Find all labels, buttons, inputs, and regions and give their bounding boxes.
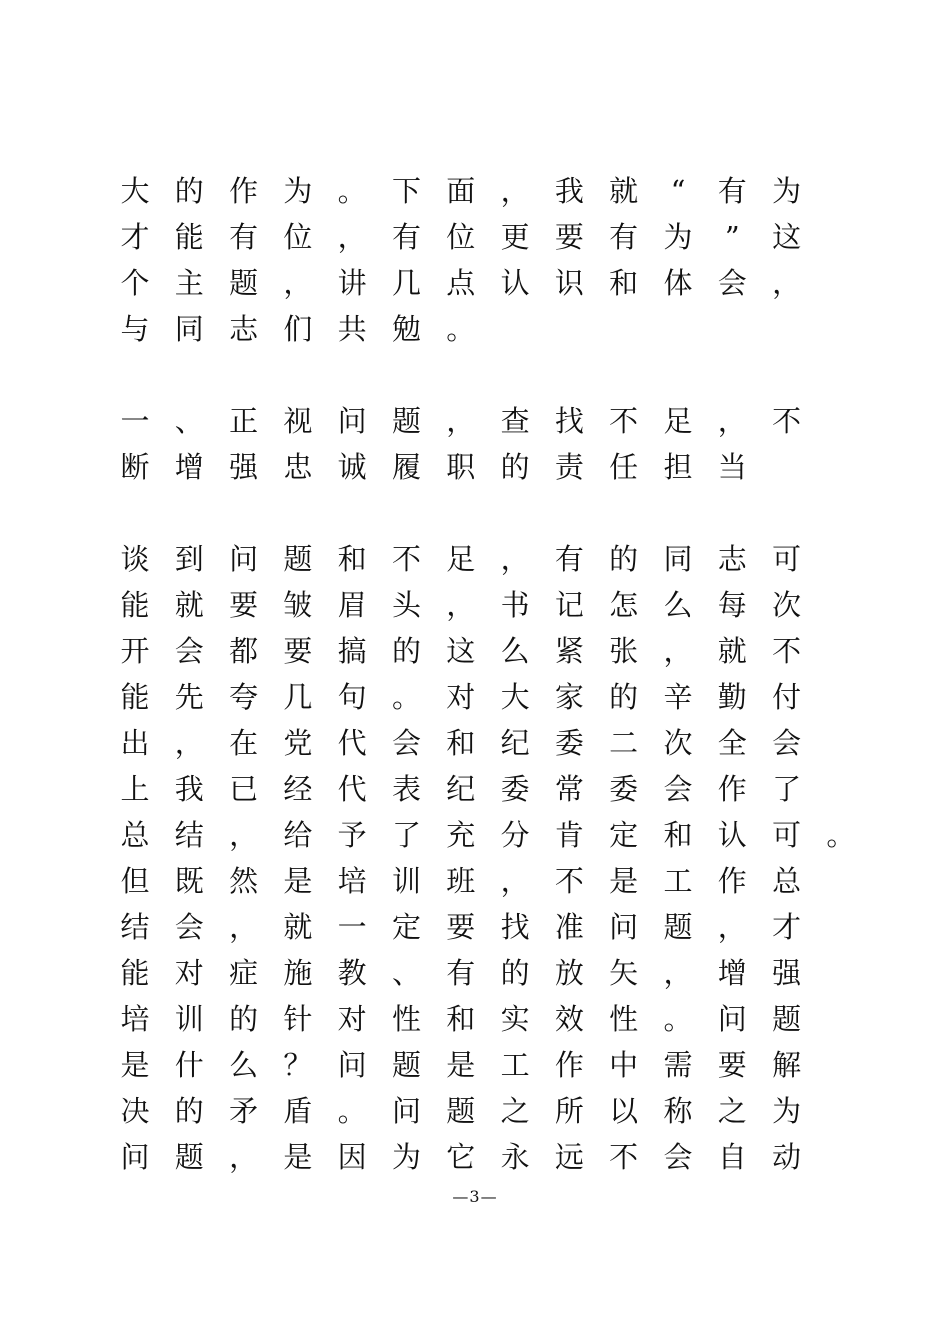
text-glyph: 断 bbox=[120, 450, 150, 484]
text-glyph: 和 bbox=[446, 726, 476, 760]
text-glyph: 性 bbox=[609, 1002, 639, 1036]
text-glyph: 不 bbox=[391, 542, 421, 576]
text-glyph: 作 bbox=[717, 772, 747, 806]
text-glyph: 讲 bbox=[337, 266, 367, 300]
text-glyph: 有 bbox=[229, 220, 259, 254]
text-glyph: 足 bbox=[663, 404, 693, 438]
text-glyph: 就 bbox=[609, 174, 639, 208]
text-glyph: 会 bbox=[717, 266, 747, 300]
text-glyph: 作 bbox=[554, 1048, 584, 1082]
text-glyph: 增 bbox=[717, 956, 747, 990]
text-glyph: ， bbox=[500, 864, 530, 898]
text-glyph: 要 bbox=[229, 588, 259, 622]
text-glyph: 位 bbox=[283, 220, 313, 254]
text-glyph: 症 bbox=[229, 956, 259, 990]
text-glyph: 足 bbox=[446, 542, 476, 576]
text-glyph: 全 bbox=[717, 726, 747, 760]
text-glyph: 总 bbox=[772, 864, 802, 898]
text-line bbox=[108, 904, 948, 950]
text-glyph: 委 bbox=[554, 726, 584, 760]
text-glyph: 会 bbox=[174, 634, 204, 668]
text-glyph: 动 bbox=[772, 1140, 802, 1174]
text-glyph: ， bbox=[663, 956, 693, 990]
text-glyph: 不 bbox=[772, 404, 802, 438]
text-glyph: 开 bbox=[120, 634, 150, 668]
text-glyph: 对 bbox=[174, 956, 204, 990]
text-glyph: 、 bbox=[391, 956, 421, 990]
text-glyph: 。 bbox=[337, 174, 367, 208]
text-glyph: 充 bbox=[446, 818, 476, 852]
text-glyph: 体 bbox=[663, 266, 693, 300]
text-glyph: 需 bbox=[663, 1048, 693, 1082]
text-glyph: 句 bbox=[337, 680, 367, 714]
text-glyph: 问 bbox=[120, 1140, 150, 1174]
text-glyph: ， bbox=[500, 174, 530, 208]
text-glyph: 培 bbox=[120, 1002, 150, 1036]
text-glyph: 问 bbox=[391, 1094, 421, 1128]
text-line bbox=[108, 260, 948, 306]
text-glyph: 的 bbox=[174, 1094, 204, 1128]
text-glyph: 准 bbox=[554, 910, 584, 944]
text-glyph: 党 bbox=[283, 726, 313, 760]
text-glyph: 它 bbox=[446, 1140, 476, 1174]
text-glyph: 就 bbox=[283, 910, 313, 944]
text-glyph: 题 bbox=[229, 266, 259, 300]
text-glyph: 会 bbox=[772, 726, 802, 760]
text-glyph: ， bbox=[446, 588, 476, 622]
text-glyph: 和 bbox=[446, 1002, 476, 1036]
text-glyph: 二 bbox=[609, 726, 639, 760]
text-glyph: 自 bbox=[717, 1140, 747, 1174]
text-glyph: 结 bbox=[120, 910, 150, 944]
text-glyph: 题 bbox=[446, 1094, 476, 1128]
text-glyph: 肯 bbox=[554, 818, 584, 852]
text-glyph: 。 bbox=[446, 312, 476, 346]
text-glyph: ， bbox=[229, 818, 259, 852]
text-glyph: 永 bbox=[500, 1140, 530, 1174]
text-glyph: 不 bbox=[609, 404, 639, 438]
text-glyph: 施 bbox=[283, 956, 313, 990]
text-line bbox=[108, 812, 948, 858]
text-glyph: 定 bbox=[609, 818, 639, 852]
text-glyph: ， bbox=[446, 404, 476, 438]
text-glyph: “ bbox=[670, 174, 686, 208]
text-glyph: 对 bbox=[337, 1002, 367, 1036]
text-glyph: 定 bbox=[391, 910, 421, 944]
text-glyph: 题 bbox=[391, 1048, 421, 1082]
text-glyph: 头 bbox=[391, 588, 421, 622]
text-glyph: 为 bbox=[283, 174, 313, 208]
text-glyph: ， bbox=[772, 266, 802, 300]
text-glyph: 们 bbox=[283, 312, 313, 346]
text-glyph: 问 bbox=[337, 1048, 367, 1082]
text-glyph: 不 bbox=[609, 1140, 639, 1174]
text-glyph: 张 bbox=[609, 634, 639, 668]
text-glyph: 问 bbox=[717, 1002, 747, 1036]
text-glyph: 所 bbox=[554, 1094, 584, 1128]
text-glyph: 以 bbox=[609, 1094, 639, 1128]
text-glyph: 先 bbox=[174, 680, 204, 714]
text-glyph: 志 bbox=[717, 542, 747, 576]
text-glyph: 上 bbox=[120, 772, 150, 806]
text-glyph: 个 bbox=[120, 266, 150, 300]
text-glyph: 紧 bbox=[554, 634, 584, 668]
text-glyph: 放 bbox=[554, 956, 584, 990]
text-glyph: 称 bbox=[663, 1094, 693, 1128]
text-glyph: 有 bbox=[446, 956, 476, 990]
text-glyph: 担 bbox=[663, 450, 693, 484]
text-line bbox=[108, 858, 948, 904]
text-glyph: 决 bbox=[120, 1094, 150, 1128]
text-glyph: 问 bbox=[229, 542, 259, 576]
text-glyph: 与 bbox=[120, 312, 150, 346]
text-glyph: 共 bbox=[337, 312, 367, 346]
text-glyph: 纪 bbox=[500, 726, 530, 760]
text-glyph: 出 bbox=[120, 726, 150, 760]
text-glyph: 么 bbox=[229, 1048, 259, 1082]
text-glyph: 我 bbox=[174, 772, 204, 806]
text-glyph: 的 bbox=[500, 956, 530, 990]
text-glyph: 一 bbox=[337, 910, 367, 944]
text-line bbox=[108, 1042, 948, 1088]
text-glyph: 性 bbox=[391, 1002, 421, 1036]
text-glyph: 位 bbox=[446, 220, 476, 254]
text-glyph: 为 bbox=[391, 1140, 421, 1174]
text-glyph: 大 bbox=[120, 174, 150, 208]
text-glyph: 诚 bbox=[337, 450, 367, 484]
text-glyph: 有 bbox=[717, 174, 747, 208]
text-line bbox=[108, 628, 948, 674]
text-glyph: 。 bbox=[826, 818, 856, 852]
text-glyph: 盾 bbox=[283, 1094, 313, 1128]
text-glyph: 识 bbox=[554, 266, 584, 300]
text-glyph: 皱 bbox=[283, 588, 313, 622]
text-glyph: 之 bbox=[717, 1094, 747, 1128]
text-glyph: ， bbox=[174, 726, 204, 760]
text-glyph: 可 bbox=[772, 818, 802, 852]
text-glyph: 总 bbox=[120, 818, 150, 852]
text-glyph: 培 bbox=[337, 864, 367, 898]
text-glyph: 有 bbox=[391, 220, 421, 254]
text-glyph: 代 bbox=[337, 726, 367, 760]
text-glyph: 纪 bbox=[446, 772, 476, 806]
text-glyph: 因 bbox=[337, 1140, 367, 1174]
text-glyph: 谈 bbox=[120, 542, 150, 576]
text-glyph: 面 bbox=[446, 174, 476, 208]
text-glyph: 辛 bbox=[663, 680, 693, 714]
page-number: —3— bbox=[452, 1187, 498, 1206]
text-glyph: 么 bbox=[500, 634, 530, 668]
text-glyph: 常 bbox=[554, 772, 584, 806]
text-glyph: 训 bbox=[174, 1002, 204, 1036]
text-glyph: 认 bbox=[500, 266, 530, 300]
text-glyph: 书 bbox=[500, 588, 530, 622]
text-glyph: 经 bbox=[283, 772, 313, 806]
text-glyph: 找 bbox=[500, 910, 530, 944]
text-line bbox=[108, 950, 948, 996]
text-line bbox=[108, 766, 948, 812]
text-glyph: 工 bbox=[500, 1048, 530, 1082]
text-glyph: 怎 bbox=[609, 588, 639, 622]
text-glyph: 才 bbox=[120, 220, 150, 254]
text-glyph: ， bbox=[717, 910, 747, 944]
text-glyph: 矢 bbox=[609, 956, 639, 990]
text-line bbox=[108, 168, 948, 214]
text-line bbox=[108, 536, 948, 582]
text-glyph: 主 bbox=[174, 266, 204, 300]
text-glyph: 是 bbox=[283, 1140, 313, 1174]
text-glyph: 为 bbox=[772, 1094, 802, 1128]
text-glyph: 表 bbox=[391, 772, 421, 806]
text-glyph: 委 bbox=[500, 772, 530, 806]
text-line bbox=[108, 674, 948, 720]
text-glyph: 作 bbox=[717, 864, 747, 898]
text-glyph: ， bbox=[229, 1140, 259, 1174]
text-line bbox=[108, 306, 948, 352]
text-glyph: 代 bbox=[337, 772, 367, 806]
text-glyph: 予 bbox=[337, 818, 367, 852]
text-glyph: 既 bbox=[174, 864, 204, 898]
text-line bbox=[108, 398, 948, 444]
text-glyph: 有 bbox=[609, 220, 639, 254]
text-glyph: ， bbox=[283, 266, 313, 300]
text-glyph: 搞 bbox=[337, 634, 367, 668]
text-glyph: 几 bbox=[391, 266, 421, 300]
text-glyph: 了 bbox=[391, 818, 421, 852]
text-glyph: ， bbox=[337, 220, 367, 254]
text-glyph: 能 bbox=[120, 588, 150, 622]
text-glyph: ， bbox=[663, 634, 693, 668]
text-glyph: 这 bbox=[772, 220, 802, 254]
text-glyph: 问 bbox=[337, 404, 367, 438]
text-glyph: 要 bbox=[717, 1048, 747, 1082]
text-glyph: 同 bbox=[663, 542, 693, 576]
text-glyph: 题 bbox=[663, 910, 693, 944]
text-glyph: 和 bbox=[663, 818, 693, 852]
text-glyph: 什 bbox=[174, 1048, 204, 1082]
text-glyph: 。 bbox=[391, 680, 421, 714]
text-glyph: 家 bbox=[554, 680, 584, 714]
text-glyph: ， bbox=[500, 542, 530, 576]
text-line bbox=[108, 720, 948, 766]
text-glyph: 勤 bbox=[717, 680, 747, 714]
text-glyph: 题 bbox=[174, 1140, 204, 1174]
text-line bbox=[108, 582, 948, 628]
text-glyph: 同 bbox=[174, 312, 204, 346]
text-glyph: 都 bbox=[229, 634, 259, 668]
text-line bbox=[108, 1088, 948, 1134]
text-glyph: 正 bbox=[229, 404, 259, 438]
text-glyph: 到 bbox=[174, 542, 204, 576]
text-glyph: 大 bbox=[500, 680, 530, 714]
text-glyph: 履 bbox=[391, 450, 421, 484]
text-glyph: 是 bbox=[446, 1048, 476, 1082]
text-glyph: 可 bbox=[772, 542, 802, 576]
text-glyph: 会 bbox=[663, 772, 693, 806]
text-glyph: 中 bbox=[609, 1048, 639, 1082]
text-glyph: 夸 bbox=[229, 680, 259, 714]
text-glyph: 工 bbox=[663, 864, 693, 898]
text-glyph: 的 bbox=[609, 680, 639, 714]
text-glyph: 有 bbox=[554, 542, 584, 576]
text-glyph: 是 bbox=[609, 864, 639, 898]
text-glyph: 不 bbox=[554, 864, 584, 898]
text-line bbox=[108, 214, 948, 260]
text-glyph: 会 bbox=[391, 726, 421, 760]
text-glyph: ， bbox=[229, 910, 259, 944]
text-glyph: 矛 bbox=[229, 1094, 259, 1128]
text-glyph: 强 bbox=[772, 956, 802, 990]
text-glyph: 要 bbox=[446, 910, 476, 944]
text-glyph: 查 bbox=[500, 404, 530, 438]
text-glyph: 增 bbox=[174, 450, 204, 484]
text-glyph: 能 bbox=[120, 956, 150, 990]
text-glyph: 点 bbox=[446, 266, 476, 300]
text-glyph: 当 bbox=[717, 450, 747, 484]
text-glyph: ” bbox=[724, 220, 740, 254]
text-glyph: 的 bbox=[229, 1002, 259, 1036]
text-glyph: 任 bbox=[609, 450, 639, 484]
text-glyph: 能 bbox=[174, 220, 204, 254]
text-glyph: 才 bbox=[772, 910, 802, 944]
text-glyph: 实 bbox=[500, 1002, 530, 1036]
text-glyph: 作 bbox=[229, 174, 259, 208]
text-glyph: 的 bbox=[391, 634, 421, 668]
text-glyph: 结 bbox=[174, 818, 204, 852]
text-glyph: 一 bbox=[120, 404, 150, 438]
text-line bbox=[108, 996, 948, 1042]
text-glyph: 要 bbox=[554, 220, 584, 254]
text-glyph: 和 bbox=[337, 542, 367, 576]
text-glyph: 分 bbox=[500, 818, 530, 852]
text-glyph: 和 bbox=[609, 266, 639, 300]
text-glyph: 视 bbox=[283, 404, 313, 438]
text-glyph: 次 bbox=[772, 588, 802, 622]
text-glyph: 勉 bbox=[391, 312, 421, 346]
text-glyph: 问 bbox=[609, 910, 639, 944]
text-line bbox=[108, 444, 948, 490]
text-glyph: 要 bbox=[283, 634, 313, 668]
text-glyph: 的 bbox=[500, 450, 530, 484]
text-glyph: 题 bbox=[391, 404, 421, 438]
text-glyph: 了 bbox=[772, 772, 802, 806]
text-glyph: ？ bbox=[283, 1048, 313, 1082]
text-glyph: 已 bbox=[229, 772, 259, 806]
text-glyph: 为 bbox=[772, 174, 802, 208]
text-glyph: 效 bbox=[554, 1002, 584, 1036]
text-glyph: 就 bbox=[717, 634, 747, 668]
text-glyph: 几 bbox=[283, 680, 313, 714]
text-glyph: 是 bbox=[283, 864, 313, 898]
text-glyph: 强 bbox=[229, 450, 259, 484]
text-glyph: 远 bbox=[554, 1140, 584, 1174]
text-glyph: 责 bbox=[554, 450, 584, 484]
text-glyph: 志 bbox=[229, 312, 259, 346]
text-glyph: 就 bbox=[174, 588, 204, 622]
text-glyph: 、 bbox=[174, 404, 204, 438]
text-glyph: 。 bbox=[337, 1094, 367, 1128]
text-glyph: 我 bbox=[554, 174, 584, 208]
text-glyph: 职 bbox=[446, 450, 476, 484]
text-glyph: 但 bbox=[120, 864, 150, 898]
text-glyph: 题 bbox=[283, 542, 313, 576]
text-glyph: 对 bbox=[446, 680, 476, 714]
text-glyph: 然 bbox=[229, 864, 259, 898]
text-glyph: 之 bbox=[500, 1094, 530, 1128]
text-line bbox=[108, 1134, 948, 1180]
text-glyph: 为 bbox=[663, 220, 693, 254]
text-glyph: 教 bbox=[337, 956, 367, 990]
text-glyph: 找 bbox=[554, 404, 584, 438]
text-glyph: 训 bbox=[391, 864, 421, 898]
text-glyph: 更 bbox=[500, 220, 530, 254]
text-glyph: 忠 bbox=[283, 450, 313, 484]
text-glyph: 的 bbox=[174, 174, 204, 208]
text-glyph: 付 bbox=[772, 680, 802, 714]
text-glyph: 班 bbox=[446, 864, 476, 898]
text-glyph: 给 bbox=[283, 818, 313, 852]
text-glyph: 次 bbox=[663, 726, 693, 760]
text-glyph: 下 bbox=[391, 174, 421, 208]
text-glyph: 的 bbox=[609, 542, 639, 576]
text-glyph: 么 bbox=[663, 588, 693, 622]
text-glyph: 解 bbox=[772, 1048, 802, 1082]
text-glyph: 针 bbox=[283, 1002, 313, 1036]
text-glyph: ， bbox=[717, 404, 747, 438]
text-glyph: 认 bbox=[717, 818, 747, 852]
text-glyph: 不 bbox=[772, 634, 802, 668]
text-glyph: 会 bbox=[663, 1140, 693, 1174]
text-glyph: 会 bbox=[174, 910, 204, 944]
text-glyph: 。 bbox=[663, 1002, 693, 1036]
text-glyph: 在 bbox=[229, 726, 259, 760]
text-glyph: 每 bbox=[717, 588, 747, 622]
text-glyph: 题 bbox=[772, 1002, 802, 1036]
text-glyph: 这 bbox=[446, 634, 476, 668]
text-glyph: 是 bbox=[120, 1048, 150, 1082]
text-glyph: 委 bbox=[609, 772, 639, 806]
text-glyph: 能 bbox=[120, 680, 150, 714]
text-glyph: 眉 bbox=[337, 588, 367, 622]
text-glyph: 记 bbox=[554, 588, 584, 622]
